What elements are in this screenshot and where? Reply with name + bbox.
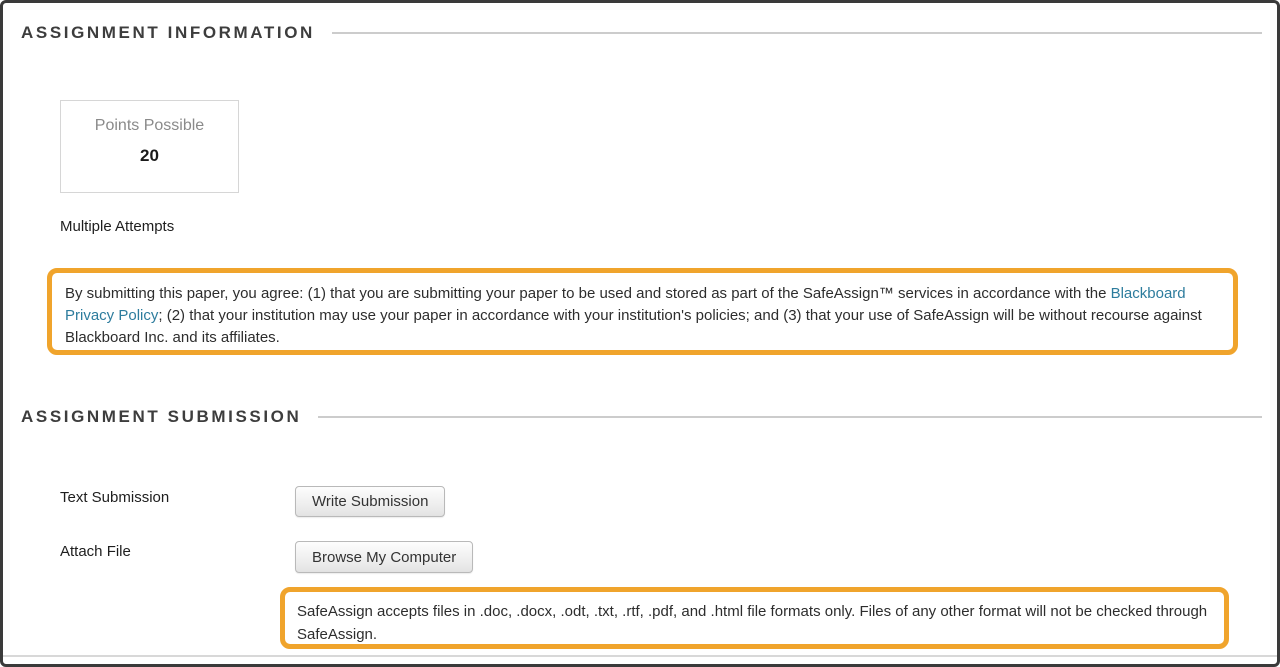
assignment-information-section-header: [21, 23, 1262, 43]
browse-my-computer-button[interactable]: Browse My Computer: [295, 541, 473, 573]
section-divider-line: [318, 416, 1262, 418]
points-possible-box: [60, 100, 239, 193]
text-submission-label: Text Submission: [60, 489, 170, 506]
safeassign-agreement-highlight-box: [47, 268, 1238, 355]
points-possible-value: 20: [140, 146, 159, 165]
agreement-text-part1: By submitting this paper, you agree: (1) that you are submitting your paper to be used and stored as part of the SafeAssign™ services in accordance with the: [65, 285, 1111, 302]
write-submission-button[interactable]: Write Submission: [295, 486, 445, 517]
attach-file-label: Attach File: [60, 543, 131, 560]
multiple-attempts-label: Multiple Attempts: [60, 218, 175, 235]
points-possible-label: Points Possible: [94, 117, 205, 134]
assignment-submission-section-header: [21, 407, 1262, 427]
section-divider-line: [332, 32, 1262, 34]
agreement-text-part2: ; (2) that your institution may use your paper in accordance with your institution's policies; and (3) that your use of SafeAssign will be without recourse against Blackboard Inc. and its affiliates.: [65, 307, 1202, 346]
assignment-information-title: ASSIGNMENT INFORMATION: [21, 23, 315, 42]
file-formats-notice-text: SafeAssign accepts files in .doc, .docx, .odt, .txt, .rtf, .pdf, and .html file formats only. Files of any other format will not be checked through SafeAssign.: [297, 603, 1208, 643]
assignment-submission-title: ASSIGNMENT SUBMISSION: [21, 407, 302, 426]
blackboard-privacy-policy-link[interactable]: Blackboard Privacy Policy: [65, 285, 1186, 324]
file-formats-highlight-box: [280, 587, 1229, 649]
bottom-divider-line: [3, 655, 1277, 657]
